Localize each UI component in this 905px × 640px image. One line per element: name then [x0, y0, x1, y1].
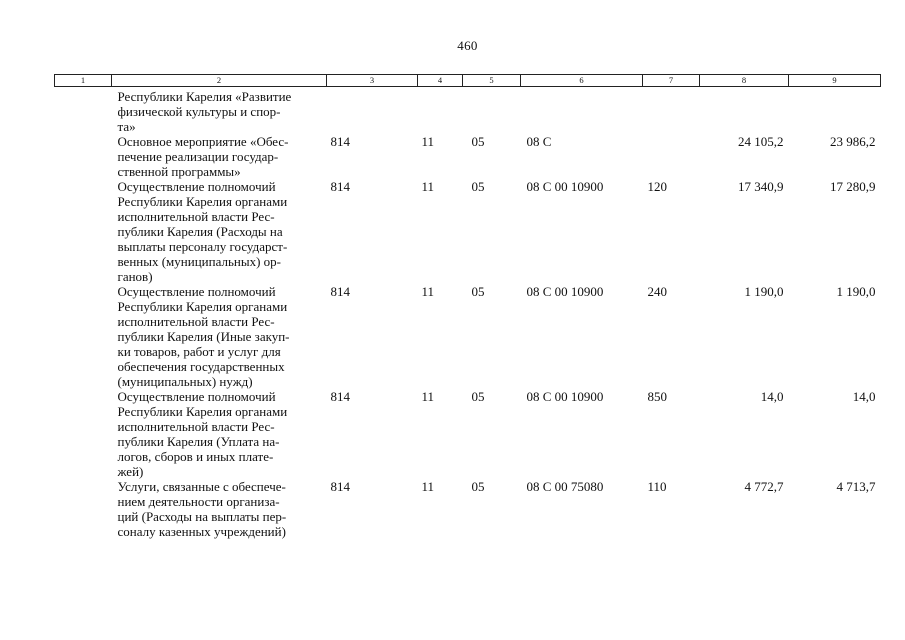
- cell-ministry: 814: [330, 389, 350, 404]
- cell-amount-9: 4 713,7: [836, 479, 876, 494]
- column-header-3: 3: [327, 75, 418, 87]
- cell-ministry: [327, 87, 418, 135]
- cell-section: 11: [421, 179, 435, 194]
- budget-table: [54, 74, 881, 539]
- cell-expense-type: 120: [647, 179, 667, 194]
- cell-subsection: [463, 87, 521, 135]
- cell-col1: [55, 179, 112, 284]
- cell-target-item: [521, 87, 643, 135]
- cell-col1: [55, 87, 112, 135]
- cell-expense-type: 240: [647, 284, 667, 299]
- cell-name: Услуги, связанные с обеспече- нием деятельности организа- ций (Расходы на выплаты пер- соналу казенных учреждений): [117, 479, 287, 539]
- cell-amount-8: 24 105,2: [738, 134, 784, 149]
- cell-amount-9: [789, 87, 881, 135]
- cell-amount-9: 1 190,0: [836, 284, 876, 299]
- column-header-5: 5: [463, 75, 521, 87]
- table-header-row: [55, 75, 881, 87]
- cell-subsection: 05: [471, 284, 485, 299]
- table-row: [55, 389, 881, 479]
- cell-target-item: 08 С: [526, 134, 552, 149]
- cell-ministry: 814: [330, 284, 350, 299]
- column-header-2: 2: [112, 75, 327, 87]
- cell-subsection: 05: [471, 479, 485, 494]
- cell-col1: [55, 134, 112, 179]
- cell-section: 11: [421, 134, 435, 149]
- cell-col1: [55, 389, 112, 479]
- cell-subsection: 05: [471, 134, 485, 149]
- cell-section: [418, 87, 463, 135]
- cell-section: 11: [421, 284, 435, 299]
- cell-target-item: 08 С 00 10900: [526, 179, 604, 194]
- cell-amount-8: 17 340,9: [738, 179, 784, 194]
- cell-amount-8: [700, 87, 789, 135]
- column-header-6: 6: [521, 75, 643, 87]
- cell-expense-type: 850: [647, 389, 667, 404]
- cell-target-item: 08 С 00 10900: [526, 284, 604, 299]
- cell-section: 11: [421, 479, 435, 494]
- cell-amount-8: 4 772,7: [744, 479, 784, 494]
- cell-col1: [55, 284, 112, 389]
- cell-ministry: 814: [330, 179, 350, 194]
- column-header-1: 1: [55, 75, 112, 87]
- column-header-7: 7: [643, 75, 700, 87]
- table-row: [55, 134, 881, 179]
- cell-expense-type: [643, 134, 700, 179]
- cell-name: Республики Карелия «Развитие физической культуры и спор- та»: [117, 89, 292, 134]
- cell-amount-8: 1 190,0: [744, 284, 784, 299]
- cell-target-item: 08 С 00 10900: [526, 389, 604, 404]
- column-header-9: 9: [789, 75, 881, 87]
- cell-target-item: 08 С 00 75080: [526, 479, 604, 494]
- cell-section: 11: [421, 389, 435, 404]
- column-header-4: 4: [418, 75, 463, 87]
- cell-col1: [55, 479, 112, 539]
- cell-expense-type: [643, 87, 700, 135]
- cell-subsection: 05: [471, 179, 485, 194]
- table-row: [55, 179, 881, 284]
- cell-name: Основное мероприятие «Обес- печение реализации государ- ственной программы»: [117, 134, 289, 179]
- cell-ministry: 814: [330, 134, 350, 149]
- cell-expense-type: 110: [647, 479, 667, 494]
- cell-amount-9: 14,0: [852, 389, 876, 404]
- cell-subsection: 05: [471, 389, 485, 404]
- cell-name: Осуществление полномочий Республики Карелия органами исполнительной власти Рес- публики Карелия (Иные закуп- ки товаров, работ и услуг для обеспечения государственных (муниципальных) нужд): [117, 284, 290, 389]
- column-header-8: 8: [700, 75, 789, 87]
- cell-name: Осуществление полномочий Республики Карелия органами исполнительной власти Рес- публики Карелия (Уплата на- логов, сборов и иных плате- жей): [117, 389, 288, 479]
- cell-amount-9: 17 280,9: [830, 179, 876, 194]
- page-number: 460: [457, 38, 478, 53]
- table-row: [55, 284, 881, 389]
- cell-name: Осуществление полномочий Республики Карелия органами исполнительной власти Рес- публики Карелия (Расходы на выплаты персоналу государст- венных (муниципальных) ор- ганов): [117, 179, 288, 284]
- table-row: [55, 87, 881, 135]
- cell-amount-9: 23 986,2: [830, 134, 876, 149]
- cell-amount-8: 14,0: [760, 389, 784, 404]
- table-row: [55, 479, 881, 539]
- cell-ministry: 814: [330, 479, 350, 494]
